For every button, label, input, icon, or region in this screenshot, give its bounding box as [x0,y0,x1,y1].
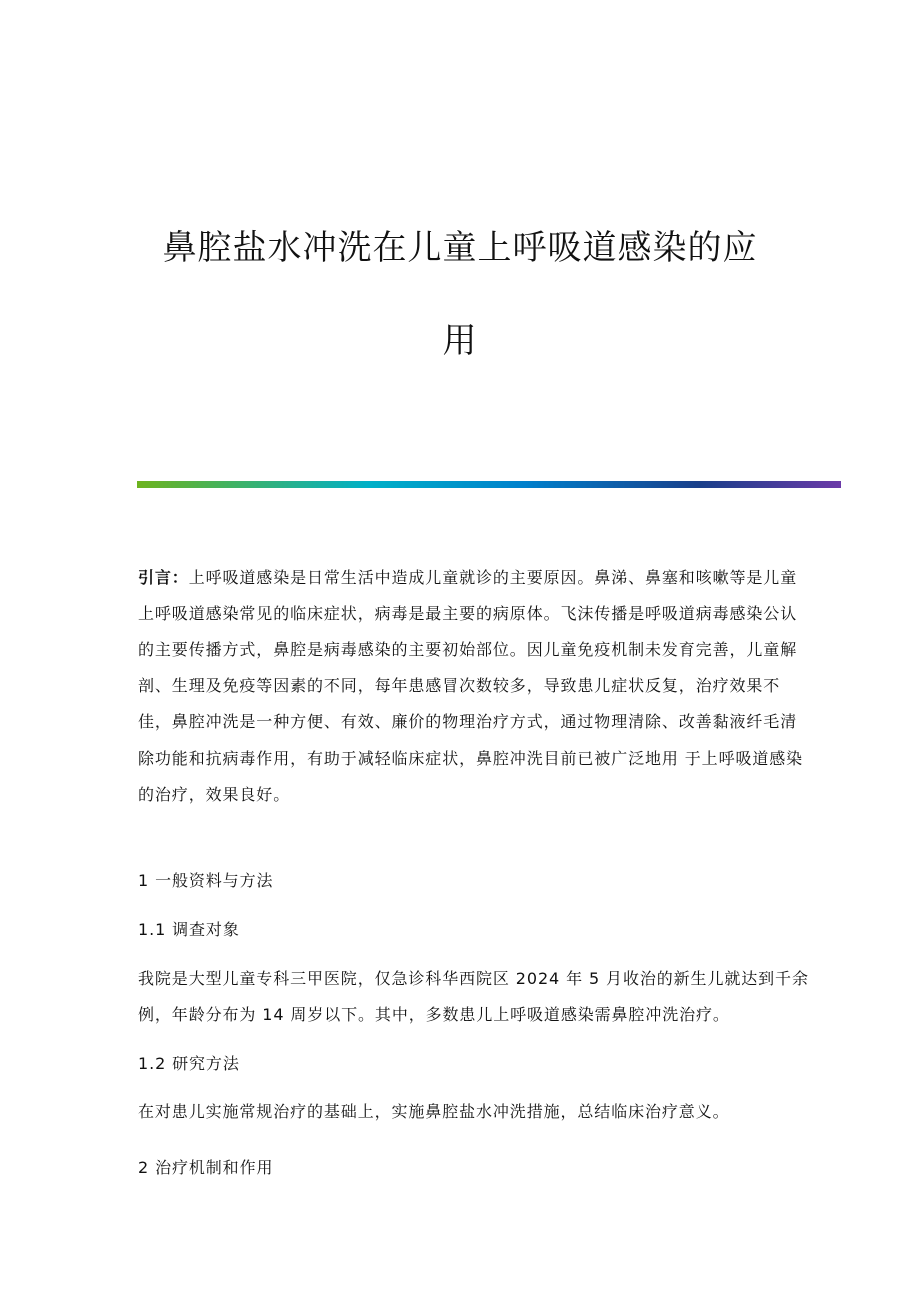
intro-text: 上呼吸道感染是日常生活中造成儿童就诊的主要原因。鼻涕、鼻塞和咳嗽等是儿童 [188,568,798,587]
document-title-line-2: 用 [442,321,478,361]
paragraph-line: 例，年龄分布为 14 周岁以下。其中，多数患儿上呼吸道感染需鼻腔冲洗治疗。 [138,1005,730,1024]
intro-line [138,568,797,588]
section-heading-1-2: 1.2 研究方法 [138,1054,240,1073]
intro-line: 的治疗，效果良好。 [138,785,291,804]
intro-line: 佳，鼻腔冲洗是一种方便、有效、廉价的物理治疗方式，通过物理清除、改善黏液纤毛清 [138,712,798,731]
section-heading-1-1: 1.1 调查对象 [138,920,240,939]
document-title-line-1: 鼻腔盐水冲洗在儿童上呼吸道感染的应 [162,228,758,268]
intro-line: 的主要传播方式，鼻腔是病毒感染的主要初始部位。因儿童免疫机制未发育完善，儿童解 [138,640,798,659]
title-divider-gradient [137,481,841,488]
intro-line: 剖、生理及免疫等因素的不同，每年患感冒次数较多，导致患儿症状反复，治疗效果不 [138,676,781,695]
section-heading-1: 1 一般资料与方法 [138,871,274,890]
paragraph-line: 我院是大型儿童专科三甲医院，仅急诊科华西院区 2024 年 5 月收治的新生儿就达到千余 [138,969,809,988]
paragraph-line: 在对患儿实施常规治疗的基础上，实施鼻腔盐水冲洗措施，总结临床治疗意义。 [138,1102,730,1121]
intro-line: 上呼吸道感染常见的临床症状，病毒是最主要的病原体。飞沫传播是呼吸道病毒感染公认 [138,604,798,623]
intro-label: 引言： [138,568,189,587]
section-heading-2: 2 治疗机制和作用 [138,1158,274,1177]
intro-line: 除功能和抗病毒作用，有助于减轻临床症状，鼻腔冲洗目前已被广泛地用 于上呼吸道感染 [138,749,804,768]
